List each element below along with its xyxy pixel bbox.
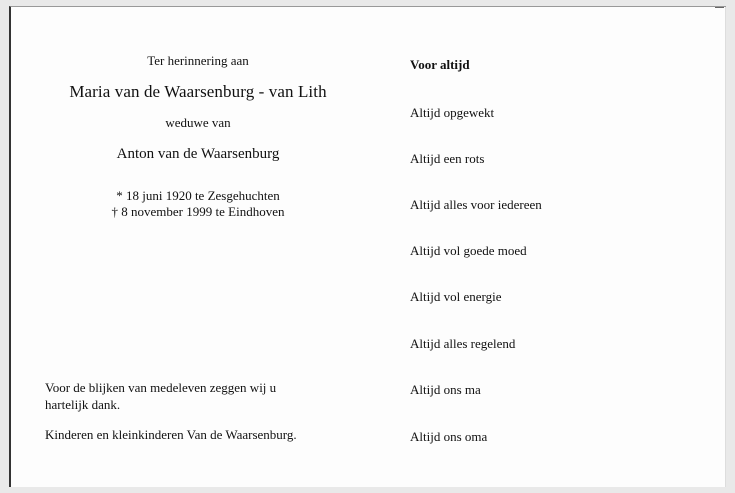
- poem-line: Altijd alles voor iedereen: [410, 197, 542, 212]
- spouse-name: Anton van de Waarsenburg: [116, 146, 280, 162]
- poem-line: Altijd een rots: [410, 151, 485, 166]
- thanks-line-2: hartelijk dank.: [45, 397, 121, 412]
- thanks-text: [45, 379, 365, 413]
- poem: [410, 57, 690, 444]
- life-dates: [43, 188, 353, 220]
- poem-line: Altijd vol energie: [410, 289, 502, 304]
- thanks-line-1: Voor de blijken van medeleven zeggen wij u: [45, 380, 277, 395]
- poem-line: Altijd alles regelend: [410, 336, 516, 351]
- poem-line: Altijd ons ma: [410, 382, 481, 397]
- corner-mark: [715, 7, 724, 8]
- poem-title: Voor altijd: [410, 57, 470, 72]
- relation-text: weduwe van: [165, 115, 231, 130]
- birth-date: * 18 juni 1920 te Zesgehuchten: [116, 188, 280, 203]
- poem-line: Altijd opgewekt: [410, 105, 495, 120]
- intro-text: Ter herinnering aan: [147, 53, 249, 68]
- memorial-header: [43, 53, 353, 220]
- memorial-card: [9, 6, 726, 487]
- death-date: † 8 november 1999 te Eindhoven: [111, 204, 285, 219]
- poem-line: Altijd ons oma: [410, 429, 488, 444]
- poem-line: Altijd vol goede moed: [410, 243, 527, 258]
- family-signature: Kinderen en kleinkinderen Van de Waarsenburg.: [45, 427, 297, 442]
- deceased-name: Maria van de Waarsenburg - van Lith: [69, 82, 327, 101]
